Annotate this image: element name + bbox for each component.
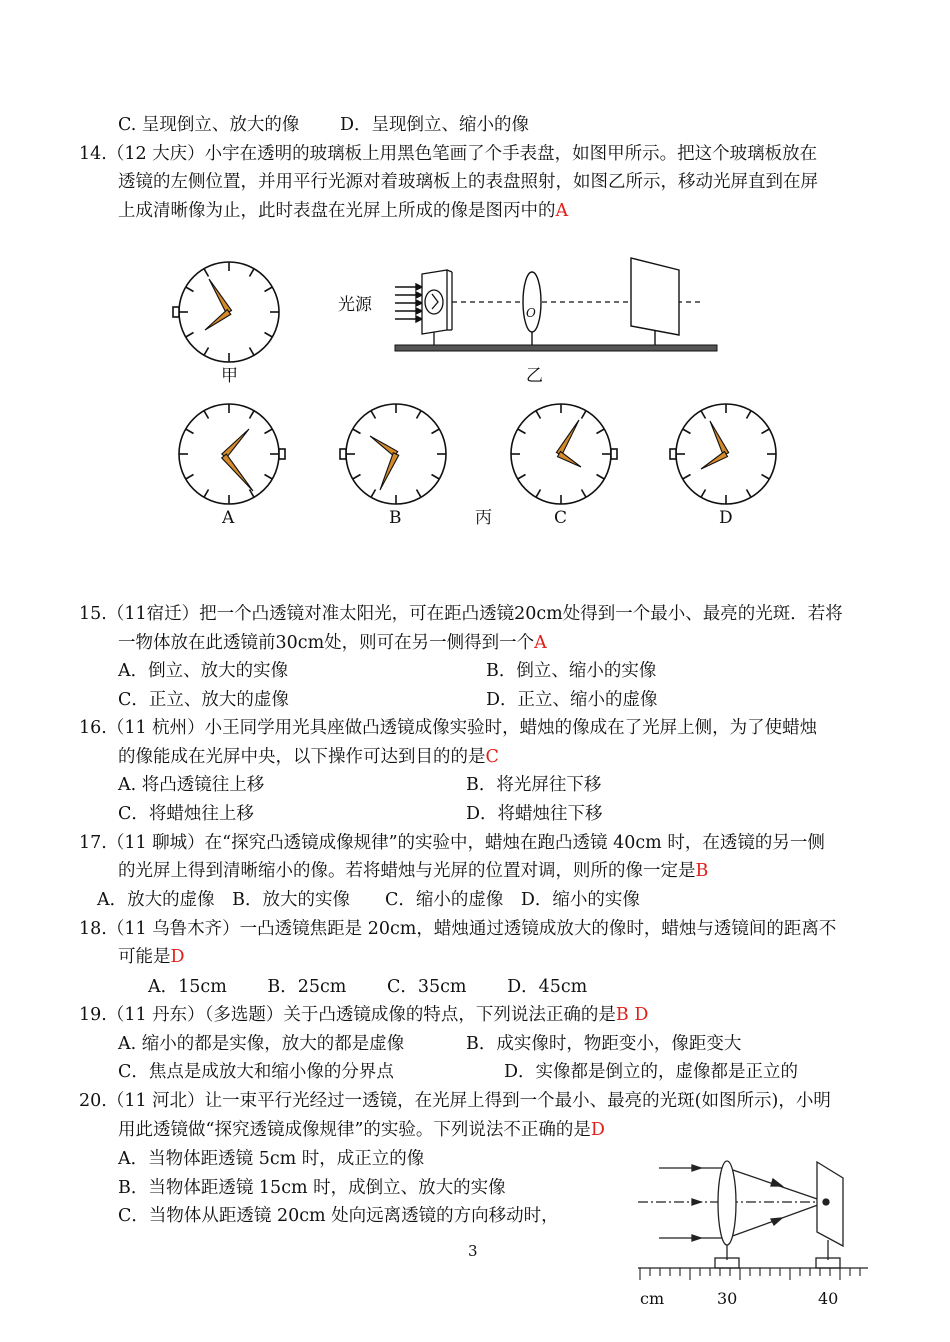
ruler-label-40: 40 [818,1289,839,1308]
lens-o-label: O [526,306,536,320]
q14-stem-line2: 透镜的左侧位置，并用平行光源对着玻璃板上的表盘照射，如图乙所示，移动光屏直到在屏 [118,172,818,192]
label-option-d: D [719,508,733,528]
light-source-label: 光源 [338,295,372,315]
q13-options-cd: C. 呈现倒立、放大的像 D．呈现倒立、缩小的像 [118,115,529,135]
q15-option-c: C．正立、放大的虚像 [118,690,289,710]
q16-option-a: A. 将凸透镜往上移 [118,775,265,795]
q19-stem: 19.（11 丹东）（多选题）关于凸透镜成像的特点，下列说法正确的是B D [79,1005,649,1025]
label-option-b: B [389,508,402,528]
q15-stem-line2: 一物体放在此透镜前30cm处，则可在另一侧得到一个A [118,633,547,653]
screen-shape [817,1162,843,1246]
q17-answer: B [695,861,709,881]
q18-options: A．15cm B．25cm C．35cm D．45cm [148,977,588,997]
q17-options: A．放大的虚像 B．放大的实像 C．缩小的虚像 D．缩小的实像 [97,890,640,910]
label-option-c: C [554,508,568,528]
q19-answer: B D [615,1005,649,1025]
q19-option-b: B．成实像时，物距变小，像距变大 [466,1034,742,1054]
ruler-label-30: 30 [717,1289,738,1308]
q15-option-b: B．倒立、缩小的实像 [486,661,657,681]
q19-option-a: A. 缩小的都是实像，放大的都是虚像 [118,1034,405,1054]
q15-option-d: D．正立、缩小的虚像 [486,690,658,710]
q14-stem-line1: 14.（12 大庆）小宇在透明的玻璃板上用黑色笔画了个手表盘，如图甲所示。把这个玻璃板放在 [79,144,818,164]
q19-option-c: C．焦点是成放大和缩小像的分界点 [118,1062,394,1082]
q15-answer: A [534,633,547,653]
q14-answer: A [555,201,569,221]
q17-stem-line2: 的光屏上得到清晰缩小的像。若将蜡烛与光屏的位置对调，则所的像一定是B [118,861,709,881]
ruler-ticks [640,1268,860,1280]
page-number: 3 [468,1242,478,1260]
q16-option-b: B．将光屏往下移 [466,775,602,795]
label-jia: 甲 [221,366,238,386]
q16-stem-line2: 的像能成在光屏中央，以下操作可达到目的的是C [118,747,499,767]
q18-stem-line2: 可能是D [118,947,185,967]
q18-answer: D [170,947,185,967]
q16-option-d: D．将蜡烛往下移 [466,804,603,824]
q16-stem-line1: 16.（11 杭州）小王同学用光具座做凸透镜成像实验时，蜡烛的像成在了光屏上侧，为了使蜡烛 [79,718,818,738]
label-bing: 丙 [475,508,492,528]
label-option-a: A [222,508,235,528]
q16-answer: C [485,747,499,767]
arrow-icon [692,1199,701,1205]
q14-stem-line3: 上成清晰像为止，此时表盘在光屏上所成的像是图丙中的A [118,201,569,221]
lens-shape [718,1161,736,1245]
focus-spot [823,1199,829,1205]
q20-answer: D [590,1120,605,1140]
q15-stem-line1: 15.（11宿迁）把一个凸透镜对准太阳光，可在距凸透镜20cm处得到一个最小、最亮的光斑．若将 [79,604,843,624]
arrow-icon [692,1235,701,1241]
q20-stem-line1: 20.（11 河北）让一束平行光经过一透镜，在光屏上得到一个最小、最亮的光斑(如图所示)，小明 [79,1091,831,1111]
q17-stem-line1: 17.（11 聊城）在“探究凸透镜成像规律”的实验中，蜡烛在跑凸透镜 40cm 时，在透镜的另一侧 [79,833,825,853]
arrow-icon [771,1179,782,1186]
q15-option-a: A．倒立、放大的实像 [118,661,289,681]
q19-option-d: D．实像都是倒立的，虚像都是正立的 [504,1062,799,1082]
q16-option-c: C．将蜡烛往上移 [118,804,254,824]
label-yi: 乙 [526,366,543,386]
ruler-unit: cm [640,1289,665,1308]
q20-stem-line2: 用此透镜做“探究透镜成像规律”的实验。下列说法不正确的是D [118,1120,605,1140]
q20-option-a: A．当物体距透镜 5cm 时，成正立的像 [118,1149,425,1169]
q20-option-c: C．当物体从距透镜 20cm 处向远离透镜的方向移动时， [118,1206,559,1226]
arrow-icon [692,1165,701,1171]
q18-stem-line1: 18.（11 乌鲁木齐）一凸透镜焦距是 20cm，蜡烛通过透镜成放大的像时，蜡烛与透镜间的距离不 [79,919,837,939]
arrow-icon [771,1218,782,1225]
q20-option-b: B．当物体距透镜 15cm 时，成倒立、放大的实像 [118,1178,506,1198]
